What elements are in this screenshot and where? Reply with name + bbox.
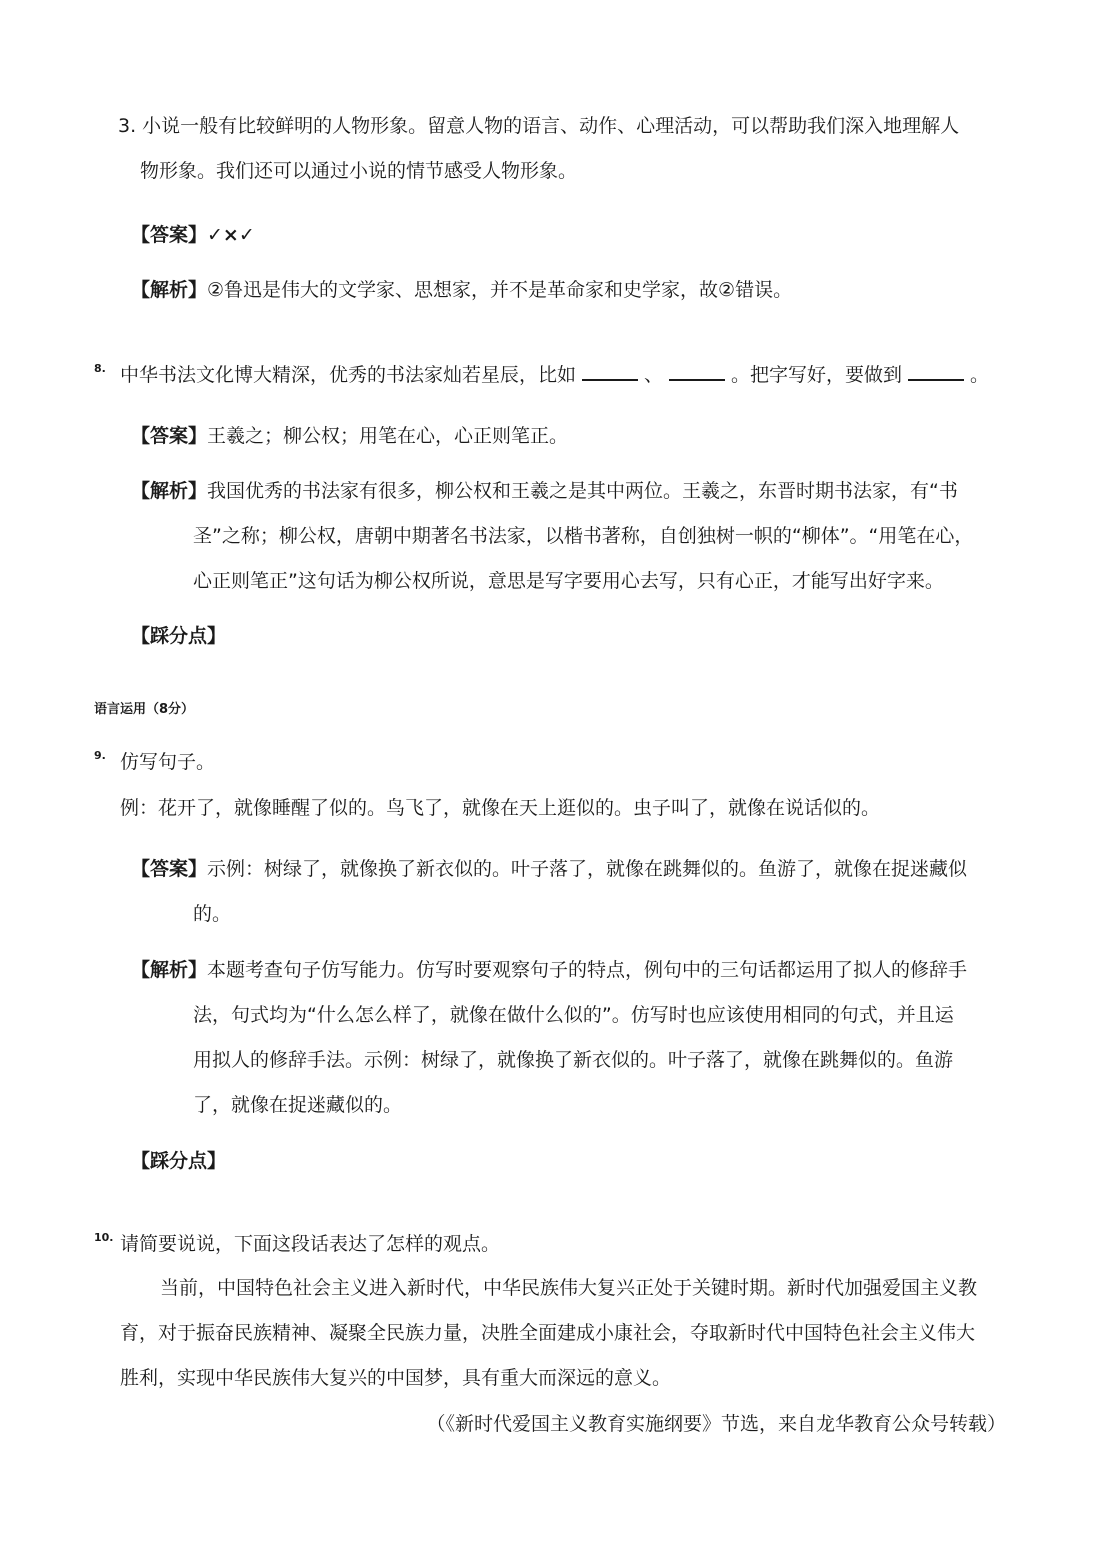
q8-answer (131, 424, 568, 448)
q8-stem-part2: 。把字写好，要做到 (731, 364, 903, 386)
q10-source: （《新时代爱国主义教育实施纲要》节选，来自龙华教育公众号转载） (426, 1413, 1006, 1435)
q10-passage-line2: 育，对于振奋民族精神、凝聚全民族力量，决胜全面建成小康社会，夺取新时代中国特色社会主义伟大 (120, 1322, 976, 1344)
answer-value: ✓×✓ (207, 224, 255, 246)
analysis-text: 我国优秀的书法家有很多，柳公权和王羲之是其中两位。王羲之，东晋时期书法家，有“书 (207, 480, 958, 502)
q8-analysis-line1 (131, 479, 958, 503)
q9-analysis-line1 (131, 958, 967, 982)
q7-analysis (131, 278, 792, 302)
q8-analysis-line3: 心正则笔正”这句话为柳公权所说，意思是写字要用心去写，只有心正，才能写出好字来。 (193, 570, 944, 592)
q9-example: 例：花开了，就像睡醒了似的。鸟飞了，就像在天上逛似的。虫子叫了，就像在说话似的。 (120, 797, 881, 819)
q7-item3-line1: 3. 小说一般有比较鲜明的人物形象。留意人物的语言、动作、心理活动，可以帮助我们深入地理解人 (118, 115, 960, 137)
section-title: 语言运用（8分） (94, 702, 195, 717)
q9-analysis-line4: 了，就像在捉迷藏似的。 (193, 1094, 403, 1116)
analysis-text: ②鲁迅是伟大的文学家、思想家，并不是革命家和史学家，故②错误。 (207, 279, 793, 301)
q8-stem (120, 361, 989, 387)
q10-number: 10. (94, 1231, 114, 1244)
fill-blank[interactable] (908, 361, 964, 381)
q8-stem-sep: 、 (644, 364, 664, 386)
q8-stem-part1: 中华书法文化博大精深，优秀的书法家灿若星辰，比如 (120, 364, 577, 386)
fill-blank[interactable] (582, 361, 638, 381)
analysis-label: 【解析】 (131, 279, 208, 301)
answer-text: 示例：树绿了，就像换了新衣似的。叶子落了，就像在跳舞似的。鱼游了，就像在捉迷藏似 (207, 858, 968, 880)
fill-blank[interactable] (669, 361, 725, 381)
analysis-text: 本题考查句子仿写能力。仿写时要观察句子的特点，例句中的三句话都运用了拟人的修辞手 (207, 959, 968, 981)
q9-analysis-line3: 用拟人的修辞手法。示例：树绿了，就像换了新衣似的。叶子落了，就像在跳舞似的。鱼游 (193, 1049, 954, 1071)
q10-stem: 请简要说说，下面这段话表达了怎样的观点。 (120, 1233, 501, 1255)
answer-label: 【答案】 (131, 224, 208, 246)
q10-passage-line1: 当前，中国特色社会主义进入新时代，中华民族伟大复兴正处于关键时期。新时代加强爱国主义教 (160, 1277, 978, 1299)
q8-number: 8. (94, 362, 106, 375)
q7-answer (131, 223, 255, 247)
q9-answer-line1 (131, 857, 967, 881)
answer-label: 【答案】 (131, 858, 208, 880)
q7-item3-line2: 物形象。我们还可以通过小说的情节感受人物形象。 (140, 160, 578, 182)
q9-analysis-line2: 法，句式均为“什么怎么样了，就像在做什么似的”。仿写时也应该使用相同的句式，并且运 (193, 1004, 954, 1026)
analysis-label: 【解析】 (131, 959, 208, 981)
q8-score-label: 【踩分点】 (131, 625, 227, 647)
q8-analysis-line2: 圣”之称；柳公权，唐朝中期著名书法家，以楷书著称，自创独树一帜的“柳体”。“用笔在心， (193, 525, 974, 547)
analysis-label: 【解析】 (131, 480, 208, 502)
q9-stem: 仿写句子。 (120, 751, 216, 773)
q9-number: 9. (94, 749, 106, 762)
q9-answer-line2: 的。 (193, 903, 232, 925)
answer-label: 【答案】 (131, 425, 208, 447)
answer-text: 王羲之；柳公权；用笔在心，心正则笔正。 (207, 425, 569, 447)
q10-passage-line3: 胜利，实现中华民族伟大复兴的中国梦，具有重大而深远的意义。 (120, 1367, 672, 1389)
q8-stem-end: 。 (970, 364, 990, 386)
q9-score-label: 【踩分点】 (131, 1150, 227, 1172)
